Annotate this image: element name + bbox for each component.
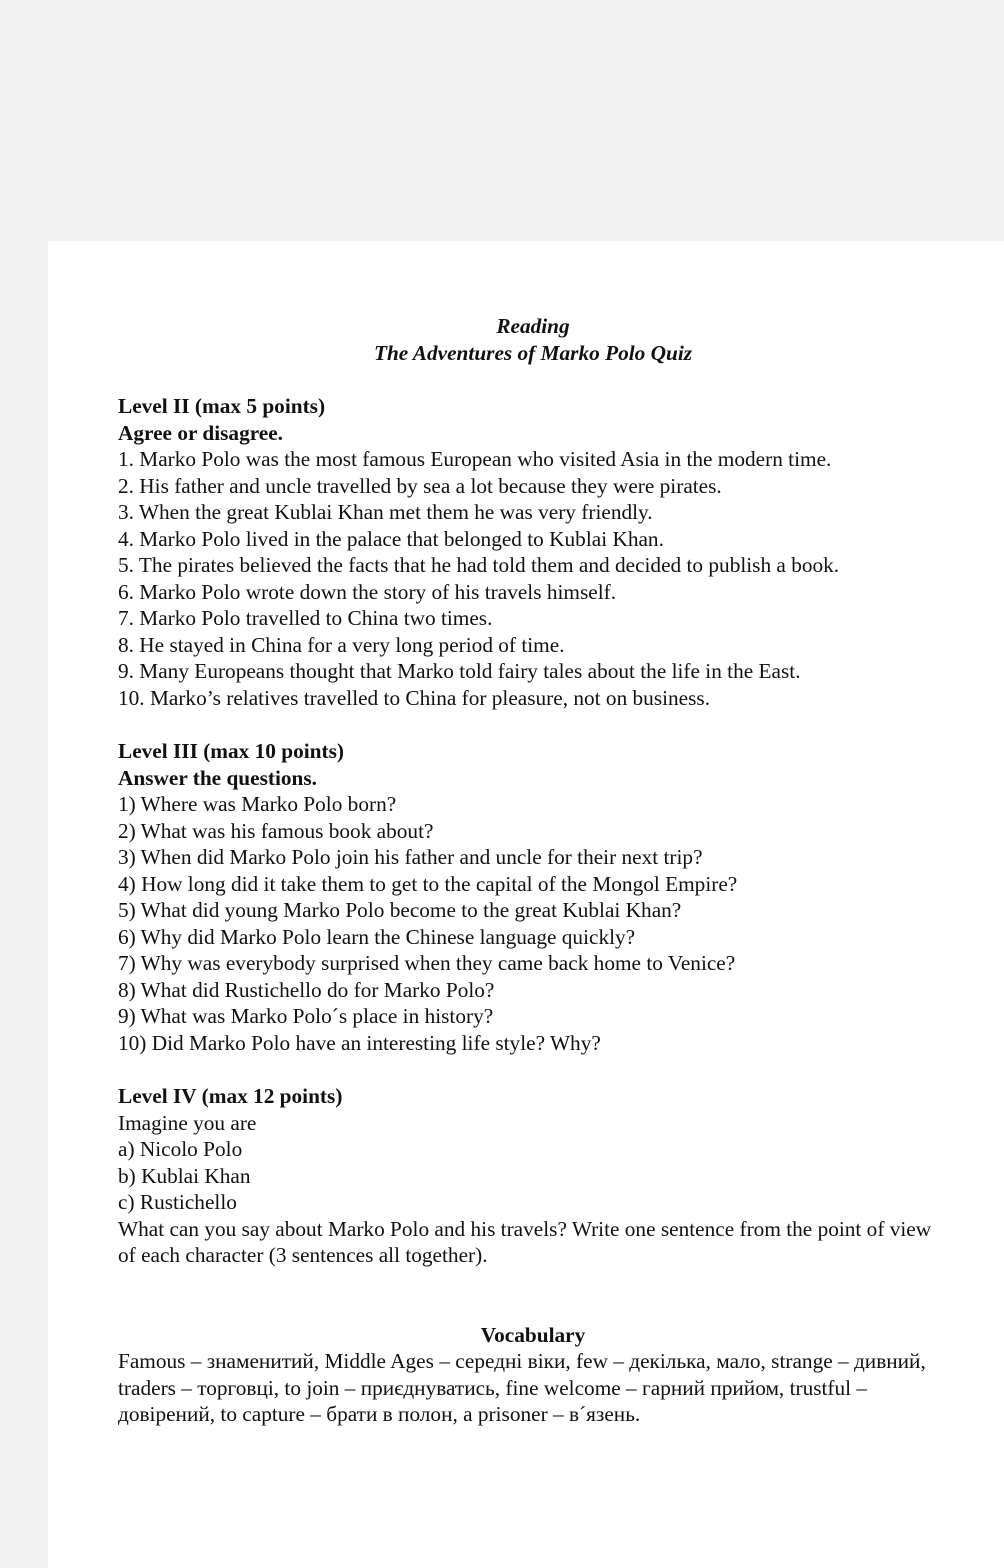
list-item: 6. Marko Polo wrote down the story of his travels himself.	[118, 579, 617, 604]
level-4-section	[118, 1083, 948, 1269]
list-item: 8) What did Rustichello do for Marko Polo?	[118, 977, 495, 1002]
list-item: 2. His father and uncle travelled by sea a lot because they were pirates.	[118, 473, 722, 498]
list-item: 4) How long did it take them to get to the capital of the Mongol Empire?	[118, 871, 738, 896]
level-2-instruction: Agree or disagree.	[118, 420, 284, 445]
list-item: c) Rustichello	[118, 1190, 237, 1214]
document-content	[118, 313, 948, 1428]
vocabulary-text: Famous – знаменитий, Middle Ages – середні віки, few – декілька, мало, strange – дивний, traders – торговці, to join – приєднуватись, fine welcome – гарний прийом, trustful – довірений, to capture – брати в полон, a prisoner – в´язень.	[118, 1349, 926, 1426]
list-item: 1. Marko Polo was the most famous European who visited Asia in the modern time.	[118, 447, 832, 471]
level-4-intro: Imagine you are	[118, 1110, 257, 1135]
level-3-instruction: Answer the questions.	[118, 765, 317, 790]
level-3-section	[118, 738, 948, 1056]
vocabulary-title: Vocabulary	[480, 1322, 586, 1347]
list-item: 5) What did young Marko Polo become to the great Kublai Khan?	[118, 898, 682, 922]
level-4-task: What can you say about Marko Polo and his travels? Write one sentence from the point of view of each character (3 sentences all together).	[118, 1216, 932, 1267]
list-item: 4. Marko Polo lived in the palace that belonged to Kublai Khan.	[118, 526, 664, 551]
level-3-heading: Level III (max 10 points)	[118, 739, 344, 763]
list-item: 8. He stayed in China for a very long period of time.	[118, 632, 565, 657]
list-item: 7. Marko Polo travelled to China two times.	[118, 606, 493, 630]
vocabulary-section	[118, 1322, 948, 1428]
list-item: b) Kublai Khan	[118, 1163, 251, 1188]
list-item: 6) Why did Marko Polo learn the Chinese language quickly?	[118, 924, 636, 949]
list-item: 10) Did Marko Polo have an interesting life style? Why?	[118, 1030, 601, 1055]
list-item: a) Nicolo Polo	[118, 1137, 243, 1161]
list-item: 10. Marko’s relatives travelled to China for pleasure, not on business.	[118, 685, 711, 710]
level-2-section	[118, 393, 948, 711]
header-reading: Reading	[496, 314, 570, 338]
list-item: 7) Why was everybody surprised when they came back home to Venice?	[118, 951, 736, 975]
list-item: 1) Where was Marko Polo born?	[118, 792, 397, 816]
list-item: 5. The pirates believed the facts that he had told them and decided to publish a book.	[118, 553, 840, 577]
level-2-heading: Level II (max 5 points)	[118, 394, 326, 418]
list-item: 9) What was Marko Polo´s place in history?	[118, 1004, 494, 1028]
document-page	[48, 241, 1004, 1568]
level-4-heading: Level IV (max 12 points)	[118, 1084, 343, 1108]
list-item: 9. Many Europeans thought that Marko told fairy tales about the life in the East.	[118, 659, 801, 683]
list-item: 3) When did Marko Polo join his father and uncle for their next trip?	[118, 845, 703, 869]
list-item: 3. When the great Kublai Khan met them he was very friendly.	[118, 500, 653, 524]
list-item: 2) What was his famous book about?	[118, 818, 434, 843]
quiz-title: The Adventures of Marko Polo Quiz	[373, 340, 693, 365]
